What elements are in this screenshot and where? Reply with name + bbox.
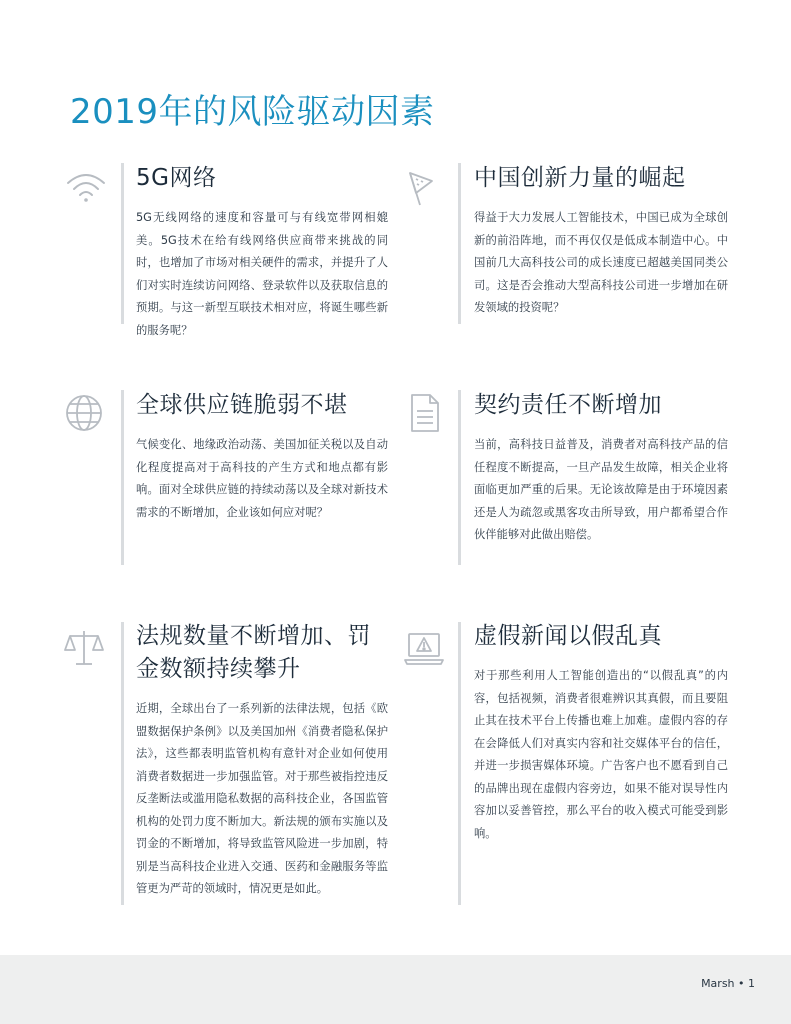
section-body: 气候变化、地缘政治动荡、美国加征关税以及自动化程度提高对于高科技的产生方式和地点都有影响。面对全球供应链的持续动荡以及全球对新技术需求的不断增加，企业该如何应对呢？ — [136, 438, 388, 519]
section-divider — [121, 622, 124, 905]
section-heading: 契约责任不断增加 — [474, 392, 662, 418]
section-divider — [121, 163, 124, 324]
section-body: 5G无线网络的速度和容量可与有线宽带网相媲美。5G技术在给有线网络供应商带来挑战的同时，也增加了市场对相关硬件的需求，并提升了人们对实时连续访问网络、登录软件以及获取信息的预期。与这一新型互联技术相对应，将诞生哪些新的服务呢？ — [136, 211, 388, 337]
section-heading: 法规数量不断增加、罚金数额持续攀升 — [136, 623, 371, 682]
section-supply-chain — [136, 389, 388, 524]
scales-icon — [62, 626, 106, 670]
globe-icon — [62, 391, 106, 435]
section-body: 得益于大力发展人工智能技术，中国已成为全球创新的前沿阵地，而不再仅仅是低成本制造中心。中国前几大高科技公司的成长速度已超越美国同类公司。这是否会推动大型高科技公司进一步增加在研发领域的投资呢？ — [474, 211, 728, 314]
section-heading: 5G网络 — [136, 165, 217, 191]
section-heading: 中国创新力量的崛起 — [474, 165, 686, 191]
section-divider — [458, 622, 461, 905]
section-body: 近期，全球出台了一系列新的法律法规，包括《欧盟数据保护条例》以及美国加州《消费者隐私保护法》，这些都表明监管机构有意针对企业如何使用消费者数据进一步加强监管。对于那些被指控违反反垄断法或滥用隐私数据的高科技企业，各国监管机构的处罚力度不断加大。新法规的颁布实施以及罚金的不断增加，将导致监管风险进一步加剧，特别是当高科技企业进入交通、医药和金融服务等监管更为严苛的领域时，情况更是如此。 — [136, 702, 388, 895]
laptop-warning-icon — [402, 626, 446, 670]
footer-page-label: Marsh • 1 — [701, 977, 755, 990]
section-regulation — [136, 620, 388, 901]
wifi-icon — [64, 165, 108, 209]
section-body: 对于那些利用人工智能创造出的“以假乱真”的内容，包括视频，消费者很难辨识其真假，而且要阻止其在技术平台上传播也难上加难。虚假内容的存在会降低人们对真实内容和社交媒体平台的信任，并进一步损害媒体环境。广告客户也不愿看到自己的品牌出现在虚假内容旁边，如果不能对误导性内容加以妥善管控，那么平台的收入模式可能受到影响。 — [474, 669, 728, 840]
section-heading: 全球供应链脆弱不堪 — [136, 392, 348, 418]
section-body: 当前，高科技日益普及，消费者对高科技产品的信任程度不断提高，一旦产品发生故障，相关企业将面临更加严重的后果。无论该故障是由于环境因素还是人为疏忽或黑客攻击所导致，用户都希望合作伙伴能够对此做出赔偿。 — [474, 438, 728, 541]
section-divider — [458, 390, 461, 565]
section-divider — [458, 163, 461, 324]
document-icon — [402, 391, 446, 435]
flag-icon — [402, 165, 446, 209]
section-5g — [136, 162, 388, 342]
section-heading: 虚假新闻以假乱真 — [474, 623, 662, 649]
section-fake-news — [474, 620, 728, 845]
section-divider — [121, 390, 124, 565]
page-title: 2019年的风险驱动因素 — [70, 92, 435, 132]
section-china-innovation — [474, 162, 728, 320]
section-contract-liability — [474, 389, 728, 547]
page-footer — [0, 955, 791, 1024]
